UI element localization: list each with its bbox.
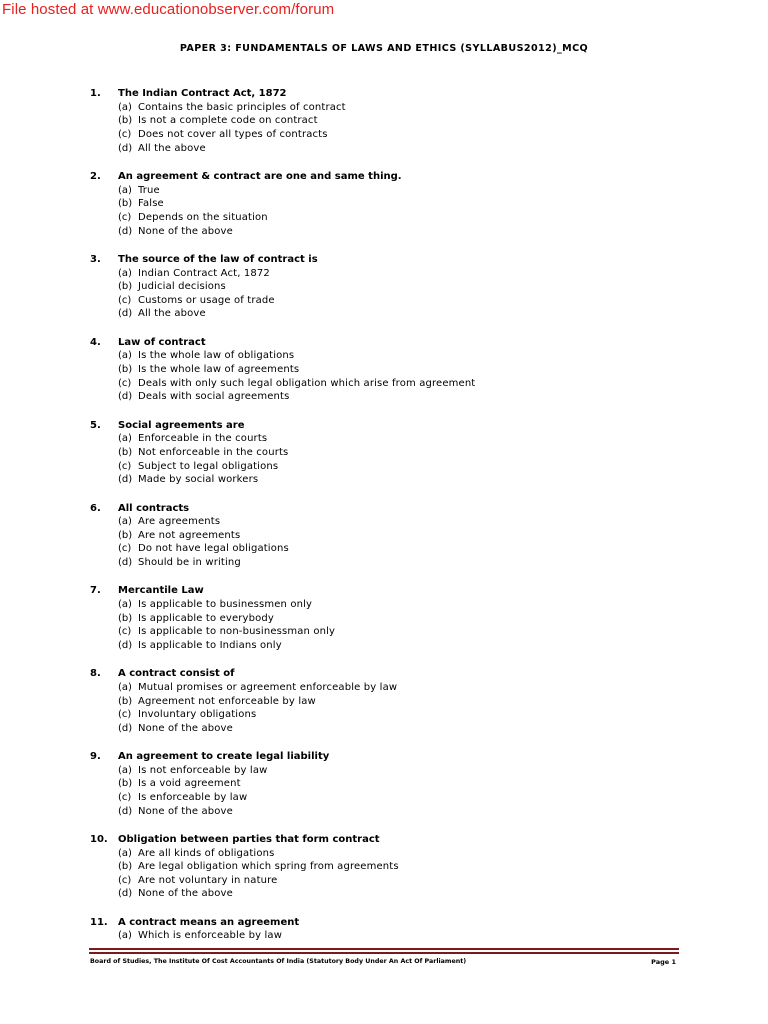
option-text: Are legal obligation which spring from agreements <box>138 861 399 873</box>
question-line <box>90 253 730 267</box>
answer-option <box>90 694 730 708</box>
answer-option <box>90 708 730 722</box>
option-label: (d) <box>118 639 133 651</box>
option-text: Mutual promises or agreement enforceable by law <box>138 681 398 693</box>
question-text: Obligation between parties that form contract <box>118 834 380 846</box>
answer-option <box>90 294 730 308</box>
option-label: (b) <box>118 364 133 376</box>
option-label: (d) <box>118 805 133 817</box>
option-text: Deals with only such legal obligation which arise from agreement <box>138 377 476 389</box>
option-text: Should be in writing <box>138 556 241 568</box>
option-text: Depends on the situation <box>138 211 268 223</box>
answer-option <box>90 183 730 197</box>
option-text: None of the above <box>138 805 233 817</box>
question-number: 4. <box>90 336 101 348</box>
answer-option <box>90 446 730 460</box>
option-label: (a) <box>118 930 132 942</box>
option-label: (a) <box>118 184 132 196</box>
option-label: (d) <box>118 556 133 568</box>
question-line <box>90 87 730 101</box>
question-list <box>90 87 730 958</box>
answer-option <box>90 280 730 294</box>
option-label: (d) <box>118 722 133 734</box>
option-label: (a) <box>118 847 132 859</box>
question-number: 1. <box>90 88 101 100</box>
question-line <box>90 833 730 847</box>
option-label: (b) <box>118 612 133 624</box>
answer-option <box>90 307 730 321</box>
answer-option <box>90 141 730 155</box>
answer-option <box>90 721 730 735</box>
answer-option <box>90 929 730 943</box>
option-text: Enforceable in the courts <box>138 433 268 445</box>
answer-option <box>90 432 730 446</box>
answer-option <box>90 515 730 529</box>
option-label: (c) <box>118 377 132 389</box>
answer-option <box>90 224 730 238</box>
question-line <box>90 418 730 432</box>
option-text: Is a void agreement <box>138 778 241 790</box>
option-label: (d) <box>118 474 133 486</box>
option-label: (b) <box>118 861 133 873</box>
option-label: (d) <box>118 888 133 900</box>
option-label: (a) <box>118 681 132 693</box>
answer-option <box>90 211 730 225</box>
question-item <box>90 418 730 486</box>
option-text: All the above <box>138 308 206 320</box>
option-text: Contains the basic principles of contract <box>138 101 346 113</box>
option-label: (c) <box>118 294 132 306</box>
footer-divider <box>89 948 679 954</box>
option-text: Is the whole law of agreements <box>138 364 300 376</box>
option-text: Customs or usage of trade <box>138 294 275 306</box>
question-text: Mercantile Law <box>118 585 204 597</box>
question-text: An agreement to create legal liability <box>118 751 330 763</box>
option-text: Do not have legal obligations <box>138 543 289 555</box>
option-text: True <box>138 184 160 196</box>
question-number: 7. <box>90 585 101 597</box>
answer-option <box>90 860 730 874</box>
option-text: Are agreements <box>138 516 221 528</box>
answer-option <box>90 874 730 888</box>
option-label: (c) <box>118 460 132 472</box>
question-text: A contract consist of <box>118 668 235 680</box>
question-item <box>90 833 730 901</box>
option-text: Is the whole law of obligations <box>138 350 295 362</box>
question-number: 11. <box>90 916 108 928</box>
question-text: The Indian Contract Act, 1872 <box>118 88 287 100</box>
question-number: 10. <box>90 834 108 846</box>
answer-option <box>90 459 730 473</box>
option-label: (a) <box>118 516 132 528</box>
page-number: Page 1 <box>651 958 676 966</box>
option-label: (d) <box>118 308 133 320</box>
option-label: (c) <box>118 543 132 555</box>
question-text: Social agreements are <box>118 419 245 431</box>
answer-option <box>90 763 730 777</box>
option-text: Which is enforceable by law <box>138 930 283 942</box>
question-item <box>90 336 730 404</box>
question-text: Law of contract <box>118 336 206 348</box>
answer-option <box>90 611 730 625</box>
option-label: (a) <box>118 101 132 113</box>
option-text: Is enforceable by law <box>138 791 248 803</box>
answer-option <box>90 528 730 542</box>
question-number: 3. <box>90 254 101 266</box>
option-text: Is not enforceable by law <box>138 764 268 776</box>
question-item <box>90 750 730 818</box>
answer-option <box>90 376 730 390</box>
option-label: (b) <box>118 115 133 127</box>
question-item <box>90 87 730 155</box>
option-label: (b) <box>118 695 133 707</box>
question-item <box>90 916 730 943</box>
option-label: (d) <box>118 391 133 403</box>
option-text: None of the above <box>138 225 233 237</box>
option-text: Is applicable to non-businessman only <box>138 626 336 638</box>
question-text: An agreement & contract are one and same thing. <box>118 171 402 183</box>
option-text: False <box>138 198 164 210</box>
option-text: Is applicable to businessmen only <box>138 599 313 611</box>
option-label: (b) <box>118 281 133 293</box>
answer-option <box>90 197 730 211</box>
answer-option <box>90 349 730 363</box>
question-line <box>90 584 730 598</box>
question-item <box>90 253 730 321</box>
answer-option <box>90 777 730 791</box>
option-text: Are not voluntary in nature <box>138 874 278 886</box>
answer-option <box>90 681 730 695</box>
option-label: (a) <box>118 350 132 362</box>
option-label: (c) <box>118 709 132 721</box>
answer-option <box>90 390 730 404</box>
option-text: Judicial decisions <box>138 281 226 293</box>
option-label: (c) <box>118 626 132 638</box>
option-text: Subject to legal obligations <box>138 460 279 472</box>
page-title: PAPER 3: FUNDAMENTALS OF LAWS AND ETHICS (SYLLABUS2012)_MCQ <box>179 43 589 54</box>
question-line <box>90 501 730 515</box>
option-label: (b) <box>118 529 133 541</box>
option-text: Is applicable to everybody <box>138 612 274 624</box>
answer-option <box>90 114 730 128</box>
answer-option <box>90 639 730 653</box>
answer-option <box>90 791 730 805</box>
question-number: 9. <box>90 751 101 763</box>
watermark-text: File hosted at www.educationobserver.com/forum <box>2 1 335 18</box>
option-label: (b) <box>118 778 133 790</box>
option-label: (c) <box>118 211 132 223</box>
footer-institute-text: Board of Studies, The Institute Of Cost Accountants Of India (Statutory Body Under An Act Of Parliament) <box>90 958 467 965</box>
question-text: All contracts <box>118 502 190 514</box>
option-text: All the above <box>138 142 206 154</box>
option-text: Is not a complete code on contract <box>138 115 318 127</box>
option-text: Does not cover all types of contracts <box>138 129 328 141</box>
option-label: (a) <box>118 433 132 445</box>
option-text: Is applicable to Indians only <box>138 639 282 651</box>
option-text: Indian Contract Act, 1872 <box>138 267 270 279</box>
option-text: Are not agreements <box>138 529 241 541</box>
option-label: (a) <box>118 764 132 776</box>
question-line <box>90 336 730 350</box>
question-line <box>90 667 730 681</box>
question-line <box>90 750 730 764</box>
option-label: (c) <box>118 791 132 803</box>
answer-option <box>90 128 730 142</box>
question-line <box>90 170 730 184</box>
question-item <box>90 170 730 238</box>
question-number: 2. <box>90 171 101 183</box>
option-text: Involuntary obligations <box>138 709 257 721</box>
question-number: 6. <box>90 502 101 514</box>
option-text: None of the above <box>138 888 233 900</box>
option-text: Made by social workers <box>138 474 259 486</box>
option-text: None of the above <box>138 722 233 734</box>
option-text: Deals with social agreements <box>138 391 290 403</box>
option-label: (c) <box>118 874 132 886</box>
option-text: Not enforceable in the courts <box>138 446 289 458</box>
option-label: (b) <box>118 446 133 458</box>
question-text: A contract means an agreement <box>118 916 300 928</box>
option-label: (c) <box>118 129 132 141</box>
question-item <box>90 501 730 569</box>
question-number: 8. <box>90 668 101 680</box>
answer-option <box>90 101 730 115</box>
answer-option <box>90 363 730 377</box>
option-label: (a) <box>118 599 132 611</box>
option-label: (a) <box>118 267 132 279</box>
option-label: (b) <box>118 198 133 210</box>
answer-option <box>90 887 730 901</box>
answer-option <box>90 804 730 818</box>
question-item <box>90 667 730 735</box>
option-label: (d) <box>118 142 133 154</box>
question-number: 5. <box>90 419 101 431</box>
answer-option <box>90 846 730 860</box>
answer-option <box>90 598 730 612</box>
question-item <box>90 584 730 652</box>
option-text: Agreement not enforceable by law <box>138 695 316 707</box>
answer-option <box>90 542 730 556</box>
option-text: Are all kinds of obligations <box>138 847 275 859</box>
answer-option <box>90 625 730 639</box>
question-text: The source of the law of contract is <box>118 254 318 266</box>
answer-option <box>90 556 730 570</box>
answer-option <box>90 266 730 280</box>
answer-option <box>90 473 730 487</box>
option-label: (d) <box>118 225 133 237</box>
question-line <box>90 916 730 930</box>
